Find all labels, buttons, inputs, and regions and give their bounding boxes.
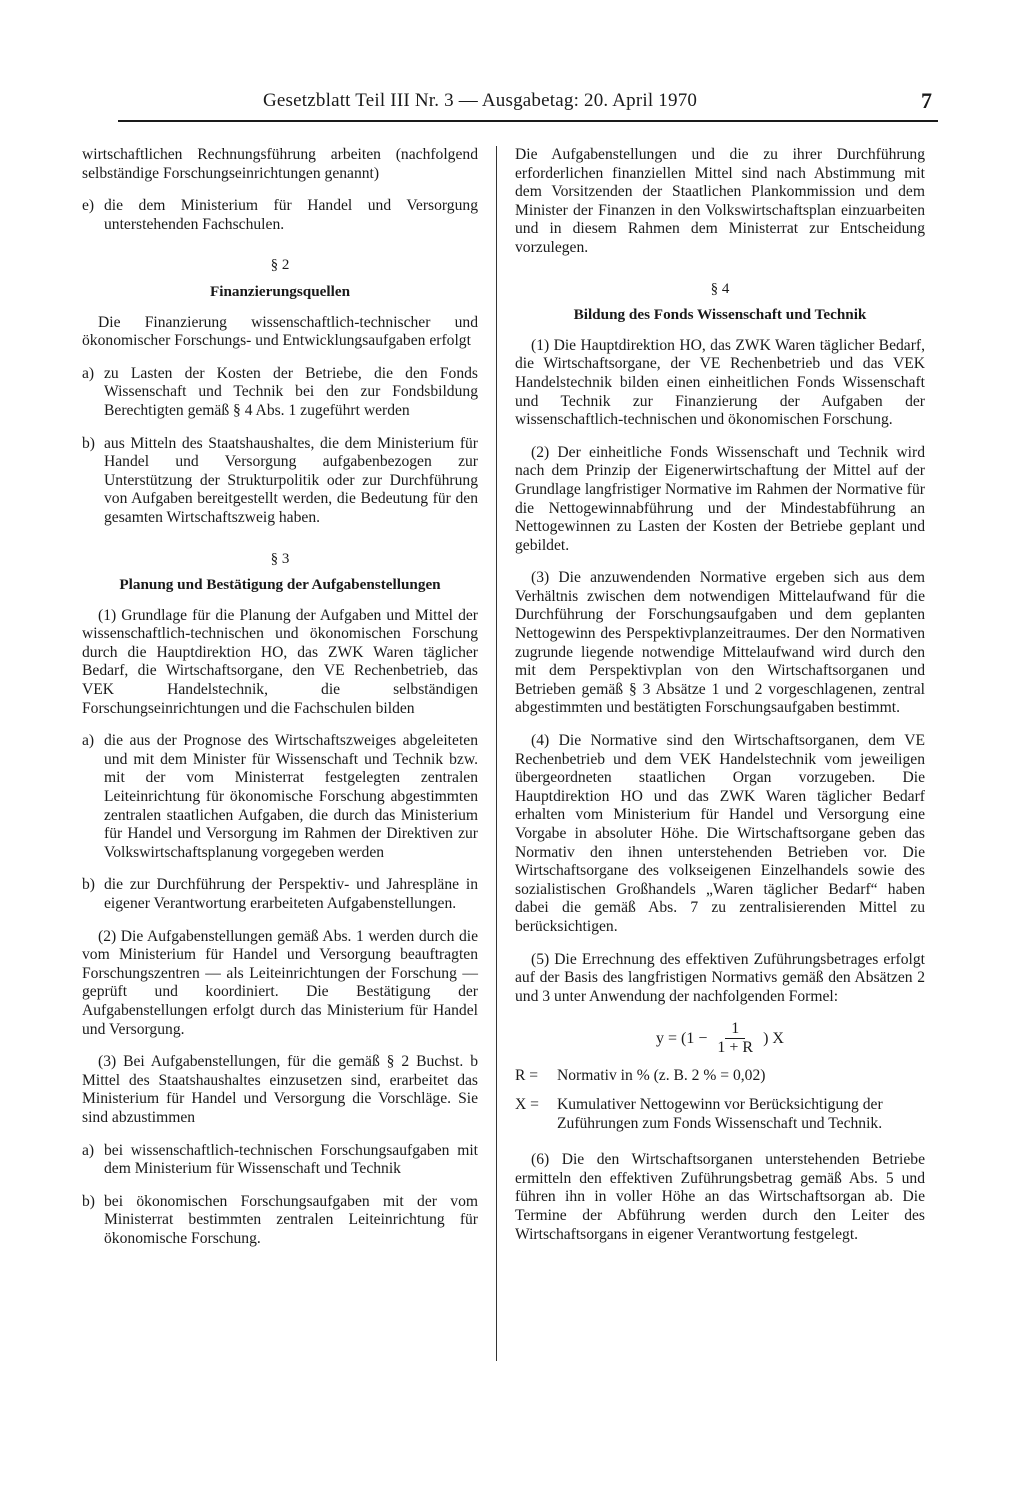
header-title: Gesetzblatt Teil III Nr. 3 — Ausgabetag: 20. April 1970 — [263, 90, 698, 111]
formula-fraction — [711, 1020, 759, 1057]
definition-variable: R = — [515, 1067, 539, 1085]
fraction-denominator: 1 + R — [717, 1039, 754, 1057]
list-item-a — [82, 1142, 478, 1179]
section-4-title: Bildung des Fonds Wissenschaft und Technik — [573, 306, 867, 324]
definition-x — [515, 1096, 925, 1133]
page-number: 7 — [921, 88, 932, 113]
list-label: a) — [82, 364, 95, 382]
definition-r — [515, 1067, 925, 1086]
list-text: zu Lasten der Kosten der Betriebe, die den Fonds Wissenschaft und Technik bei den zur Fondsbildung Berechtigten gemäß § 4 Abs. 1 zugeführt werden — [104, 364, 478, 419]
definition-text: Normativ in % (z. B. 2 % = 0,02) — [557, 1067, 766, 1085]
list-label: b) — [82, 1192, 95, 1210]
list-text: bei ökonomischen Forschungsaufgaben mit der vom Ministerrat bestimmten zentralen Leiteinrichtung für ökonomische Forschung. — [104, 1192, 478, 1247]
section-4-paragraph-1: (1) Die Hauptdirektion HO, das ZWK Waren täglicher Bedarf, die Wirtschaftsorgane, der VE Rechenbetrieb und das VEK Handelstechnik bilden einen einheitlichen Fonds Wissenschaft und Technik zur Finanzierung der Aufgaben der wissenschaftlich-technischen und ökonomischen Forschung. — [515, 336, 925, 429]
section-3-title: Planung und Bestätigung der Aufgabenstellungen — [119, 576, 441, 594]
section-4-paragraph-5: (5) Die Errechnung des effektiven Zuführungsbetrages erfolgt auf der Basis des langfristigen Normativs gemäß den Absätzen 2 und 3 unter Anwendung der nachfolgenden Formel: — [515, 950, 925, 1005]
list-item-a — [82, 365, 478, 421]
left-intro-paragraph: wirtschaftlichen Rechnungsführung arbeiten (nachfolgend selbständige Forschungseinrichtungen genannt) — [82, 146, 478, 182]
list-text: aus Mitteln des Staatshaushaltes, die dem Ministerium für Handel und Versorgung aufgabenbezogen zur Unterstützung der Strukturpolitik oder zur Durchführung von Aufgaben bereitgestellt werden, die Bedeutung für den gesamten Wirtschaftszweig haben. — [104, 434, 478, 526]
list-item-a — [82, 732, 478, 862]
section-3-paragraph-2: (2) Die Aufgabenstellungen gemäß Abs. 1 werden durch die vom Ministerium für Handel und Versorgung beauftragten Forschungszentren — als Leiteinrichtungen der Forschung — geprüft und koordiniert. Die Bestätigung der Aufgabenstellungen erfolgt durch das Ministerium für Handel und Versorgung. — [82, 927, 478, 1038]
section-2-intro: Die Finanzierung wissenschaftlich-technischer und ökonomischer Forschungs- und Entwicklungsaufgaben erfolgt — [82, 313, 478, 350]
list-item-b — [82, 435, 478, 528]
section-4-paragraph-6: (6) Die den Wirtschaftsorganen unterstehenden Betriebe ermitteln den effektiven Zuführungsbetrag gemäß Abs. 5 und führen ihn in voller Höhe an das Wirtschaftsorgan ab. Die Termine der Abführung werden durch den Leiter des Wirtschaftsorgans in eigener Verantwortung festgelegt. — [515, 1151, 925, 1243]
fraction-numerator: 1 — [725, 1020, 745, 1039]
section-2-title: Finanzierungsquellen — [209, 282, 351, 300]
list-label: b) — [82, 434, 95, 452]
list-item-b — [82, 1193, 478, 1249]
section-3-paragraph-3: (3) Bei Aufgabenstellungen, für die gemäß § 2 Buchst. b Mittel des Staatshaushaltes einzusetzen sind, erarbeitet das Ministerium für Handel und Versorgung die Vorschläge. Sie sind abzustimmen — [82, 1053, 478, 1126]
section-4-paragraph-3: (3) Die anzuwendenden Normative ergeben sich aus dem Verhältnis zwischen dem notwendigen Mittelaufwand für die Durchführung der Forschungsaufgaben und dem geplanten Nettogewinn des Perspektivplanzeitraumes. Der den Normativen zugrunde liegende notwendige Mittelaufwand wird durch den mit dem Perspektivplan von den Wirtschaftsorganen und Betrieben gemäß § 3 Absätze 1 und 2 vorgeschlagenen, zentral abgestimmten und bestätigten Forschungsaufgaben bestimmt. — [515, 569, 925, 717]
section-3-paragraph-1: (1) Grundlage für die Planung der Aufgaben und Mittel der wissenschaftlich-technischen und ökonomischen Forschung durch die Hauptdirektion HO, das ZWK Waren täglicher Bedarf, die Wirtschaftsorgane, den VE Rechenbetrieb, das VEK Handelstechnik, die selbständigen Forschungseinrichtungen und die Fachschulen bilden — [82, 606, 478, 717]
formula — [515, 1020, 925, 1057]
formula-left: y = (1 − — [656, 1029, 708, 1047]
list-text: bei wissenschaftlich-technischen Forschungsaufgaben mit dem Ministerium für Wissenschaft und Technik — [104, 1141, 478, 1178]
list-label: e) — [82, 197, 95, 215]
section-4-paragraph-4: (4) Die Normative sind den Wirtschaftsorganen, dem VE Rechenbetrieb und dem VEK Handelstechnik vom jeweiligen übergeordneten staatlichen Organ vorzugeben. Die Hauptdirektion HO und das ZWK Waren täglicher Bedarf erhalten vom Ministerium für Handel und Versorgung eine Vorgabe in absoluter Höhe. Die Wirtschaftsorgane geben das Normativ den ihnen unterstehenden Betrieben vor. Die Wirtschaftsorgane des volkseigenen Einzelhandels sowie des sozialistischen Großhandels „Waren täglicher Bedarf“ haben dabei die gemäß Abs. 7 zu zentralisierenden Mittel zu berücksichtigen. — [515, 732, 925, 935]
list-label: b) — [82, 876, 95, 894]
list-label: a) — [82, 1141, 95, 1159]
right-column — [515, 146, 925, 1258]
page-header — [118, 90, 938, 122]
definition-variable: X = — [515, 1095, 539, 1113]
list-item-b — [82, 876, 478, 913]
section-4-number: § 4 — [710, 280, 730, 297]
section-2-number: § 2 — [270, 257, 290, 274]
section-3-number: § 3 — [270, 550, 290, 567]
formula-right: ) X — [763, 1029, 784, 1047]
section-4-paragraph-2: (2) Der einheitliche Fonds Wissenschaft und Technik wird nach dem Prinzip der Eigenerwirtschaftung der Mittel auf der Grundlage langfristiger Normative im Rahmen der Normative für die Nettogewinnabführung und der Mindestabführung an Nettogewinnen zu Lasten der Kosten der Betriebe geplant und gebildet. — [515, 443, 925, 554]
column-divider — [496, 146, 497, 1361]
left-column — [82, 146, 478, 1263]
list-text: die zur Durchführung der Perspektiv- und Jahrespläne in eigener Verantwortung erarbeiteten Aufgabenstellungen. — [104, 876, 478, 912]
list-text: die aus der Prognose des Wirtschaftszweiges abgeleiteten und mit dem Minister für Wissenschaft und Technik bzw. mit der vom Ministerrat festgelegten zentralen Leiteinrichtung für ökonomische Forschung abgestimmten zentralen staatlichen Aufgaben, die durch das Ministerium für Handel und Versorgung im Rahmen der Direktiven zur Volkswirtschaftsplanung vorgegeben werden — [104, 732, 478, 861]
list-label: a) — [82, 732, 95, 750]
list-text: die dem Ministerium für Handel und Versorgung unterstehenden Fachschulen. — [104, 197, 478, 233]
definition-text: Kumulativer Nettogewinn vor Berücksichtigung der Zuführungen zum Fonds Wissenschaft und Technik. — [557, 1095, 883, 1132]
right-intro-paragraph: Die Aufgabenstellungen und die zu ihrer Durchführung erforderlichen finanziellen Mittel sind nach Abstimmung mit dem Vorsitzenden der Staatlichen Plankommission und dem Minister der Finanzen in den Volkswirtschaftsplan einzuarbeiten und in diesem Rahmen dem Ministerrat zur Entscheidung vorzulegen. — [515, 146, 925, 256]
list-item-e — [82, 197, 478, 234]
